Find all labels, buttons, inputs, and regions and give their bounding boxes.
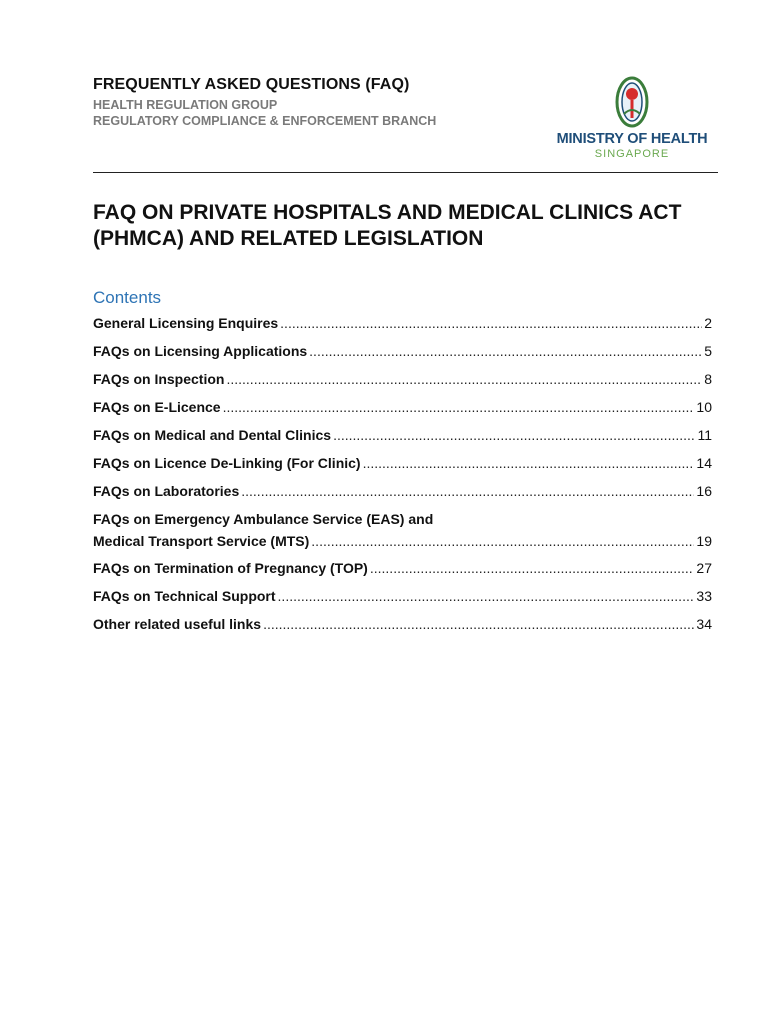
toc-entry-page: 16 (696, 483, 712, 499)
toc-entry-page: 19 (696, 533, 712, 549)
document-header (93, 76, 718, 172)
toc-entry[interactable] (93, 480, 712, 508)
toc-leader-dots (333, 425, 695, 445)
toc-entry-label: FAQs on Emergency Ambulance Service (EAS) and (93, 511, 434, 527)
toc-leader-dots (311, 531, 694, 551)
toc-entry[interactable] (93, 424, 712, 452)
toc-leader-dots (226, 369, 702, 389)
toc-leader-dots (223, 397, 695, 417)
logo-country: SINGAPORE (594, 148, 670, 160)
toc-entry[interactable] (93, 452, 712, 480)
header-divider (93, 172, 718, 173)
toc-entry[interactable] (93, 312, 712, 340)
header-group: HEALTH REGULATION GROUP (93, 98, 278, 112)
toc-entry-label: FAQs on Inspection (93, 371, 225, 387)
toc-entry-label: Other related useful links (93, 616, 262, 632)
contents-heading: Contents (93, 288, 162, 307)
toc-entry-page: 8 (704, 371, 712, 387)
toc-leader-dots (309, 341, 702, 361)
toc-entry-label: FAQs on Technical Support (93, 588, 276, 604)
toc-entry[interactable] (93, 557, 712, 585)
toc-leader-dots (263, 614, 694, 634)
document-title (93, 200, 718, 252)
toc-entry-page: 10 (696, 399, 712, 415)
toc-entry[interactable] (93, 340, 712, 368)
toc-entry-label: FAQs on E-Licence (93, 399, 221, 415)
toc-entry-page: 2 (704, 315, 712, 331)
document-title-line1: FAQ ON PRIVATE HOSPITALS AND MEDICAL CLINICS ACT (93, 201, 682, 224)
toc-entry-label: FAQs on Medical and Dental Clinics (93, 427, 332, 443)
toc-leader-dots (370, 558, 695, 578)
toc-entry-page: 34 (696, 616, 712, 632)
toc-leader-dots (241, 481, 694, 501)
toc-entry-page: 33 (696, 588, 712, 604)
header-branch: REGULATORY COMPLIANCE & ENFORCEMENT BRANCH (93, 114, 437, 128)
toc-entry-label: FAQs on Termination of Pregnancy (TOP) (93, 560, 368, 576)
toc-entry[interactable] (93, 613, 712, 641)
header-title: FREQUENTLY ASKED QUESTIONS (FAQ) (93, 76, 410, 93)
moh-emblem-icon (614, 76, 650, 128)
toc-entry-label-continued: Medical Transport Service (MTS) (93, 533, 310, 549)
toc-entry[interactable] (93, 396, 712, 424)
document-title-line2: (PHMCA) AND RELATED LEGISLATION (93, 227, 484, 250)
moh-logo (552, 76, 712, 160)
toc-leader-dots (363, 453, 695, 473)
toc-entry-page: 27 (696, 560, 712, 576)
toc-entry-page: 14 (696, 455, 712, 471)
toc-leader-dots (278, 586, 695, 606)
toc-entry[interactable] (93, 585, 712, 613)
toc-entry-page: 5 (704, 343, 712, 359)
toc-entry-label: General Licensing Enquires (93, 315, 279, 331)
toc-entry[interactable] (93, 368, 712, 396)
logo-ministry-name: MINISTRY OF HEALTH (556, 131, 708, 147)
toc-entry-label: FAQs on Licensing Applications (93, 343, 308, 359)
toc-leader-dots (280, 313, 702, 333)
table-of-contents (93, 312, 712, 641)
toc-entry[interactable] (93, 508, 712, 557)
toc-entry-page: 11 (697, 427, 712, 443)
toc-entry-label: FAQs on Licence De-Linking (For Clinic) (93, 455, 361, 471)
toc-entry-label: FAQs on Laboratories (93, 483, 240, 499)
